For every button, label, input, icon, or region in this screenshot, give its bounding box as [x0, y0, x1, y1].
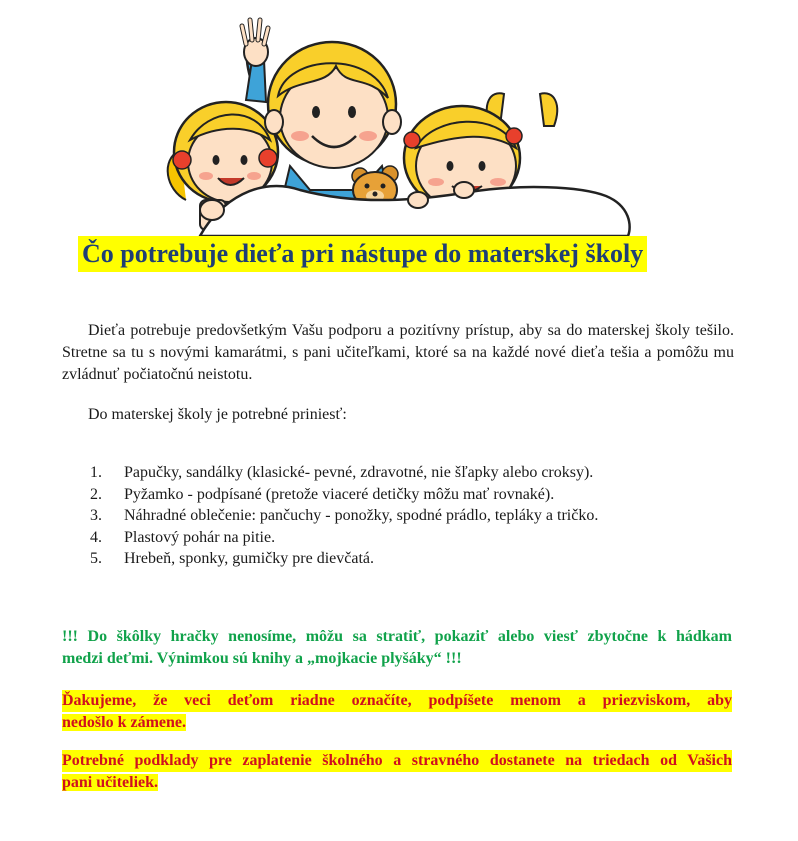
intro-paragraph [62, 320, 734, 386]
intro-line-1: Dieťa potrebuje predovšetkým Vašu podporu a pozitívny prístup, aby sa do materskej školy [88, 322, 690, 339]
list-item-text: Plastový pohár na pitie. [124, 528, 276, 546]
required-items-list [62, 462, 734, 570]
labels-notice-line-2: nedošlo k zámene. [62, 714, 186, 731]
list-item [62, 462, 734, 484]
list-intro [62, 404, 734, 426]
toys-notice-line-2: medzi deťmi. Výnimkou sú knihy a „mojkacie plyšáky“ !!! [62, 650, 462, 667]
list-item [62, 548, 734, 570]
list-item-text: Náhradné oblečenie: pančuchy - ponožky, spodné prádlo, tepláky a tričko. [124, 507, 599, 524]
list-item [62, 505, 734, 527]
list-item-number: 5. [90, 550, 102, 567]
list-item-text: Hrebeň, sponky, gumičky pre dievčatá. [124, 550, 374, 567]
fees-notice-line-1: Potrebné podklady pre zaplatenie školného a stravného dostanete na triedach od Vašich [62, 750, 732, 772]
list-item [62, 484, 734, 506]
intro-line-2: tešilo. Stretne sa tu s novými kamarátmi, s pani učiteľkami, ktoré sa na každé nové dieťa tešia [62, 322, 734, 361]
labels-notice-line-1: Ďakujeme, že veci deťom riadne označíte, podpíšete menom a priezviskom, aby [62, 690, 732, 712]
list-item-number: 1. [90, 464, 102, 481]
list-item [62, 527, 734, 549]
list-item-number: 3. [90, 507, 102, 524]
toys-notice [62, 626, 732, 670]
intro-line-3: a pomôžu mu zvládnuť počiatočnú neistotu. [62, 344, 735, 383]
fees-notice [62, 750, 732, 794]
fees-notice-line-2: pani učiteliek. [62, 774, 159, 791]
toys-notice-line-1: !!! Do škôlky hračky nenosíme, môžu sa stratiť, pokaziť alebo viesť zbytočne k hádkam [62, 628, 732, 645]
waving-hand [242, 20, 268, 66]
list-item-text: Pyžamko - podpísané (pretože viaceré detičky môžu mať rovnaké). [124, 485, 555, 503]
labels-notice [62, 690, 732, 734]
list-intro-text: Do materskej školy je potrebné priniesť: [88, 406, 347, 423]
page-title: Čo potrebuje dieťa pri nástupe do materskej školy [78, 236, 647, 272]
list-item-text: Papučky, sandálky (klasické- pevné, zdravotné, nie šľapky alebo croksy). [124, 464, 594, 481]
list-item-number: 2. [90, 485, 102, 503]
children-illustration [160, 0, 640, 236]
list-item-number: 4. [90, 528, 102, 546]
